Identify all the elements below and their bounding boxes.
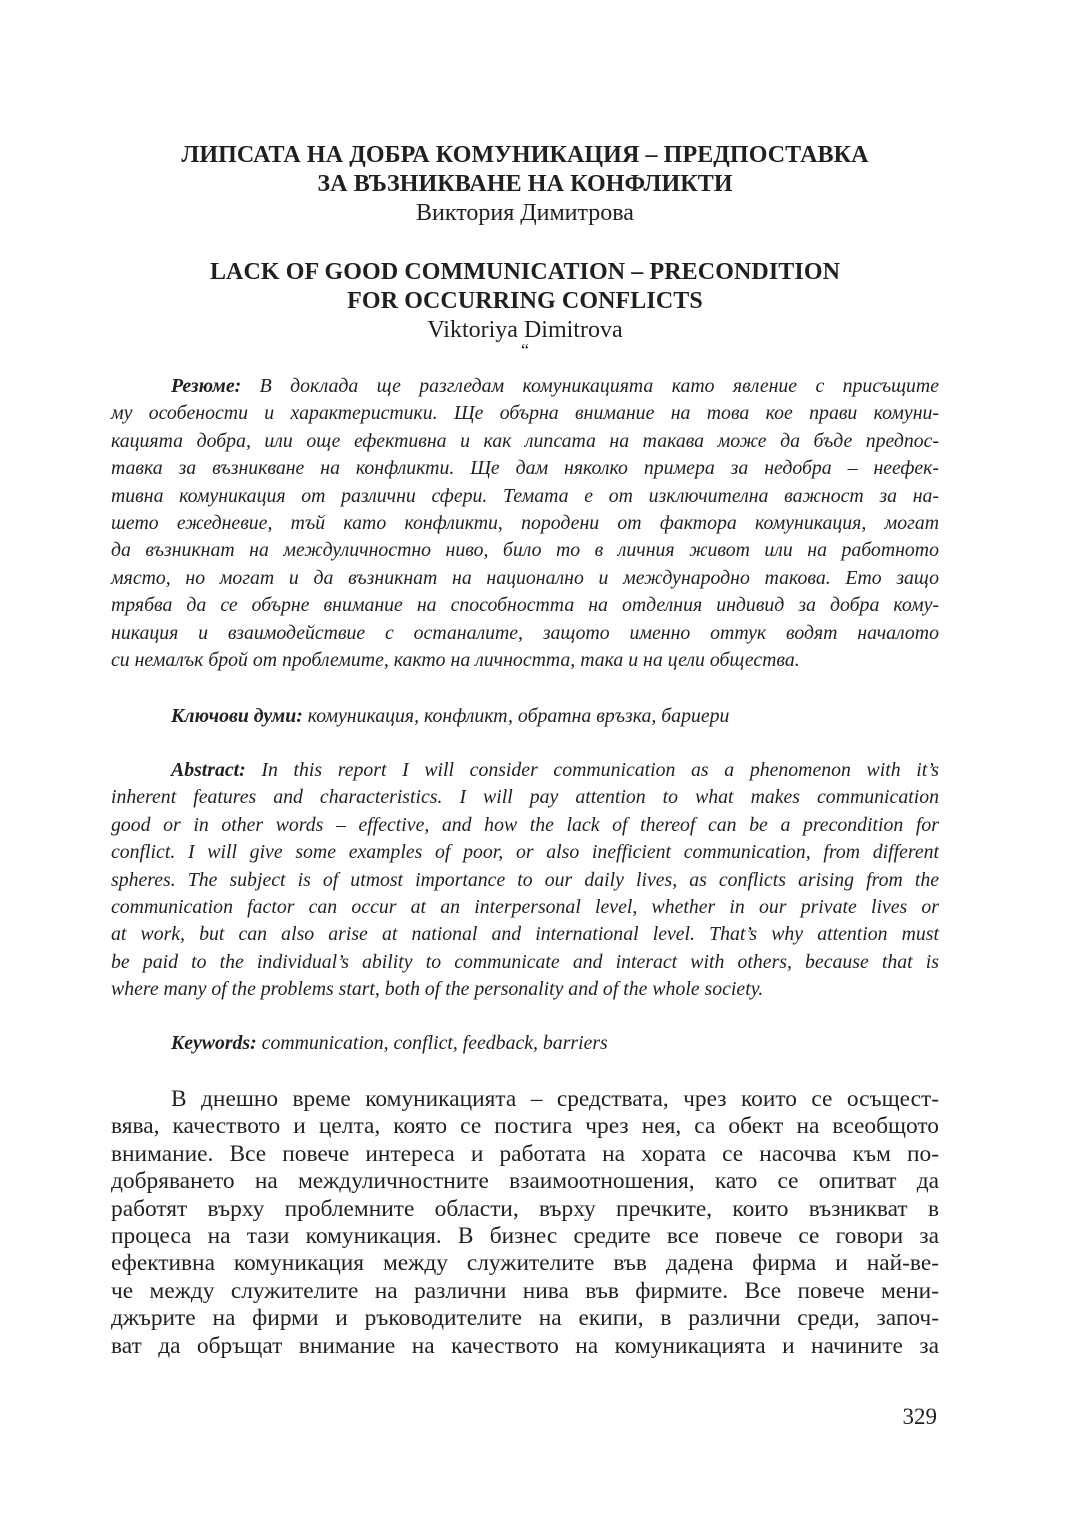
summary-line: [111, 373, 939, 400]
summary-line: му особености и характеристики. Ще обърна внимание на това кое прави комуни-: [111, 402, 939, 425]
bulgarian-author: Виктория Димитрова: [416, 200, 634, 226]
body-line: внимание. Все повече интереса и работата на хората се насочва към по-: [111, 1140, 939, 1167]
body-line: процеса на тази комуникация. В бизнес средите все повече се говори за: [111, 1222, 939, 1249]
abstract-line: where many of the problems start, both of the personality and of the whole society.: [111, 978, 764, 1001]
summary-line: тавка за възникване на конфликти. Ще дам няколко примера за недобра – неефек-: [111, 457, 939, 480]
page-number: 329: [902, 1404, 937, 1429]
body-line: че между служителите на различни нива във фирмите. Все повече мени-: [111, 1277, 939, 1304]
english-keywords: [111, 1030, 939, 1057]
keywords-en-text: communication, conflict, feedback, barriers: [256, 1032, 608, 1054]
abstract-label: Abstract:: [171, 759, 246, 781]
body-line: ефективна комуникация между служителите във дадена фирма и най-ве-: [111, 1250, 939, 1277]
abstract-line: spheres. The subject is of utmost importance to our daily lives, as conflicts arising from the: [111, 868, 939, 891]
summary-line: да възникнат на междуличностно ниво, било то в личния живот или на работното: [111, 539, 939, 562]
summary-line: си немалък брой от проблемите, както на личността, така и на цели общества.: [111, 648, 800, 671]
abstract-line: conflict. I will give some examples of poor, or also inefficient communication, from different: [111, 841, 939, 864]
bulgarian-title-line-2: ЗА ВЪЗНИКВАНЕ НА КОНФЛИКТИ: [317, 171, 733, 197]
body-line: вява, качеството и целта, която се постига чрез нея, са обект на всеобщото: [111, 1113, 939, 1140]
body-line: работят върху проблемните области, върху пречките, които възникват в: [111, 1195, 939, 1222]
abstract-line: good or in other words – effective, and how the lack of thereof can be a precondition for: [111, 813, 939, 836]
summary-line-text: В доклада ще разгледам комуникацията като явление с присъщите: [241, 375, 939, 397]
keywords-bg-label: Ключови думи:: [171, 705, 303, 727]
abstract-line: at work, but can also arise at national and international level. That’s why attention must: [111, 923, 939, 946]
bulgarian-keywords: [111, 703, 939, 730]
english-title-line-2: FOR OCCURRING CONFLICTS: [347, 288, 703, 314]
summary-line: никация и взаимодействие с останалите, защото именно оттук водят началото: [111, 621, 939, 644]
summary-line: тивна комуникация от различни сфери. Темата е от изключителна важност за на-: [111, 484, 939, 507]
summary-line: шето ежедневие, тъй като конфликти, породени от фактора комуникация, могат: [111, 511, 939, 534]
abstract-line-text: In this report I will consider communication as a phenomenon with it’s: [245, 759, 939, 781]
stray-quote-mark: “: [521, 340, 529, 360]
abstract-line: [111, 757, 939, 784]
english-title-line-1: LACK OF GOOD COMMUNICATION – PRECONDITION: [209, 259, 841, 285]
summary-line: кацията добра, или още ефективна и как липсата на такава може да бъде предпос-: [111, 429, 939, 452]
bulgarian-summary: [111, 373, 939, 674]
keywords-bg-line: [111, 703, 939, 730]
abstract-line: inherent features and characteristics. I will pay attention to what makes communication: [111, 786, 939, 809]
bulgarian-title-block: [110, 141, 940, 228]
summary-line: трябва да се обърне внимание на способността на отделния индивид за добра кому-: [111, 594, 939, 617]
english-abstract: [111, 757, 939, 1004]
body-line: джърите на фирми и ръководителите на екипи, в различни среди, започ-: [111, 1305, 939, 1332]
body-line: добряването на междуличностните взаимоотношения, като се опитват да: [111, 1168, 939, 1195]
keywords-bg-text: комуникация, конфликт, обратна връзка, бариери: [302, 705, 730, 727]
body-line: В днешно време комуникацията – средствата, чрез които се осъщест-: [171, 1086, 939, 1112]
english-title-block: [110, 258, 940, 345]
summary-label: Резюме:: [171, 375, 242, 397]
bulgarian-title-line-1: ЛИПСАТА НА ДОБРА КОМУНИКАЦИЯ – ПРЕДПОСТАВКА: [181, 142, 869, 168]
keywords-en-line: [111, 1030, 939, 1057]
summary-line: място, но могат и да възникнат на национално и международно такова. Ето защо: [111, 566, 939, 589]
abstract-line: communication factor can occur at an interpersonal level, whether in our private lives or: [111, 895, 939, 918]
body-line: ват да обръщат внимание на качеството на комуникацията и начините за: [111, 1332, 939, 1359]
english-author: Viktoriya Dimitrova: [427, 317, 623, 343]
abstract-line: be paid to the individual’s ability to communicate and interact with others, because that is: [111, 950, 939, 973]
body-paragraph: [111, 1086, 939, 1360]
keywords-en-label: Keywords:: [171, 1032, 257, 1054]
